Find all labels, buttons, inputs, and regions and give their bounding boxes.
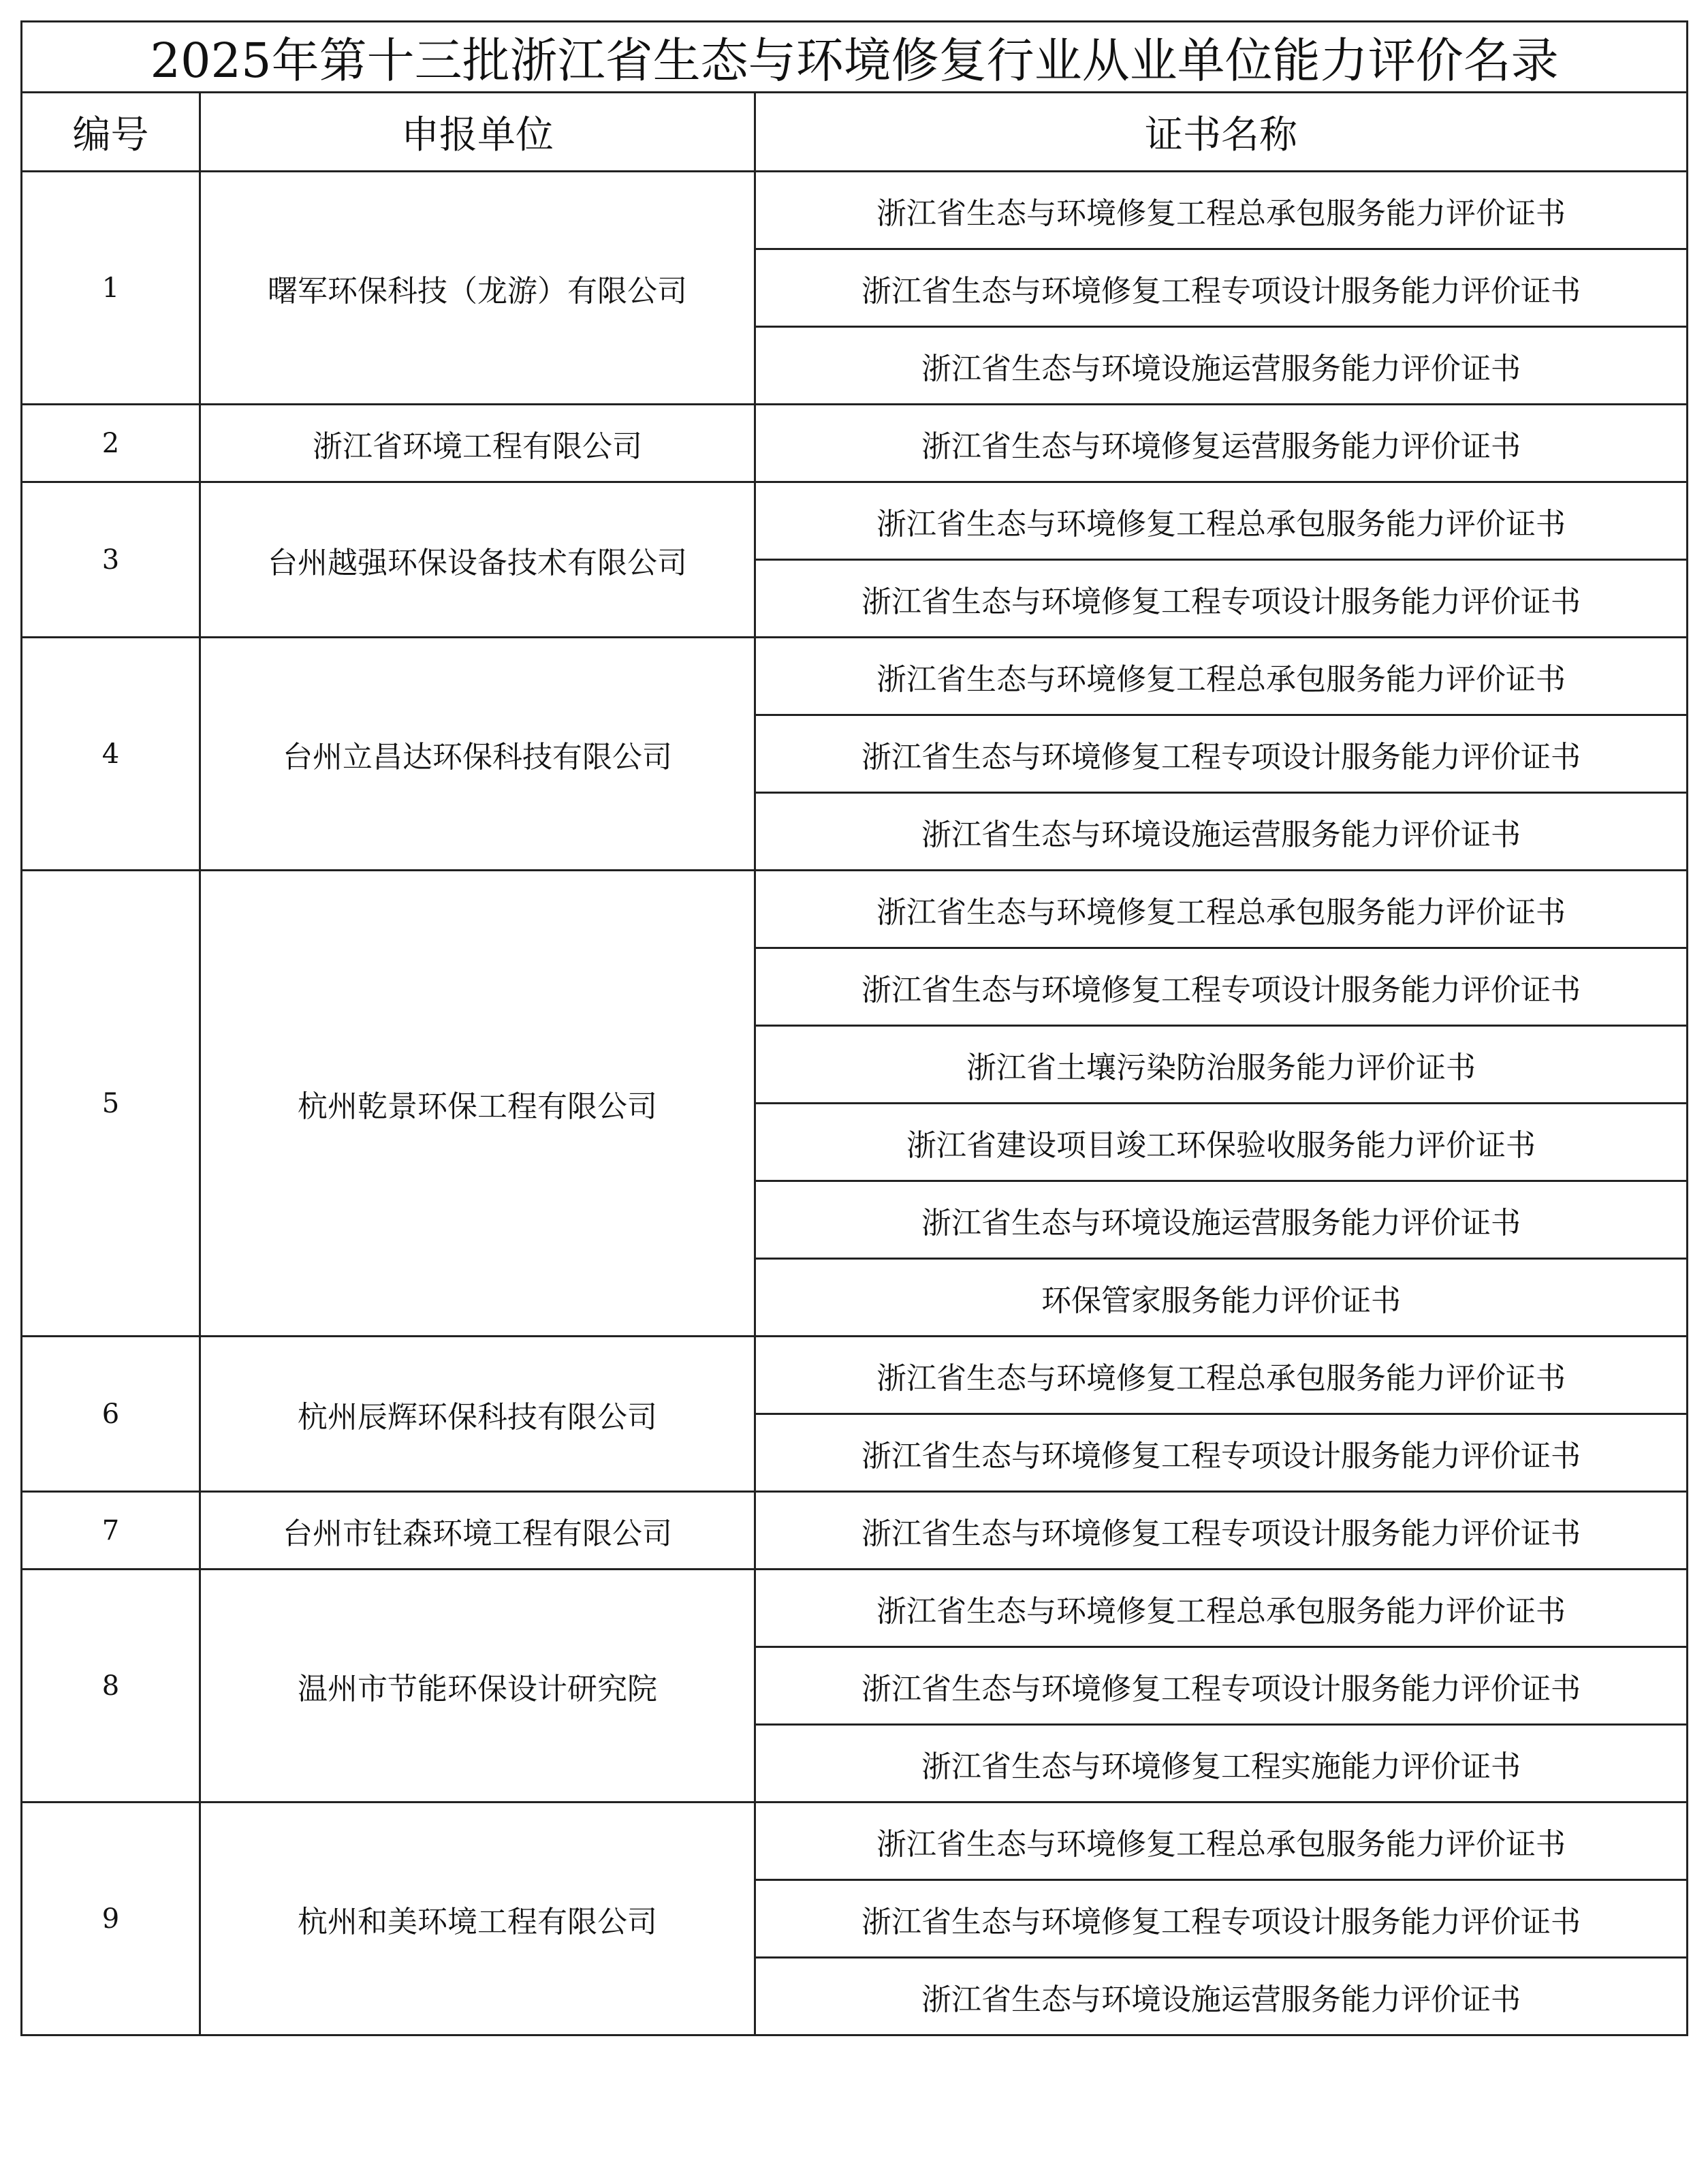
table-row xyxy=(22,172,1688,249)
entry-unit: 台州市钍森环境工程有限公司 xyxy=(200,1492,755,1570)
table-row xyxy=(22,482,1688,560)
entry-certificate: 浙江省生态与环境修复工程总承包服务能力评价证书 xyxy=(755,1803,1688,1880)
entry-certificate: 浙江省生态与环境修复工程专项设计服务能力评价证书 xyxy=(755,1880,1688,1958)
table-row xyxy=(22,405,1688,482)
roster-body xyxy=(22,172,1688,2035)
entry-certificate: 浙江省生态与环境修复工程专项设计服务能力评价证书 xyxy=(755,948,1688,1026)
entry-certificate: 浙江省生态与环境修复工程专项设计服务能力评价证书 xyxy=(755,249,1688,327)
entry-certificate: 浙江省生态与环境修复工程总承包服务能力评价证书 xyxy=(755,1570,1688,1647)
entry-certificate: 浙江省生态与环境修复工程实施能力评价证书 xyxy=(755,1725,1688,1803)
entry-unit: 杭州和美环境工程有限公司 xyxy=(200,1803,755,2035)
entry-certificate: 浙江省生态与环境修复工程总承包服务能力评价证书 xyxy=(755,638,1688,715)
header-unit: 申报单位 xyxy=(200,93,755,172)
entry-certificate: 浙江省生态与环境修复工程专项设计服务能力评价证书 xyxy=(755,560,1688,638)
entry-unit: 杭州辰辉环保科技有限公司 xyxy=(200,1337,755,1492)
entry-certificate: 浙江省生态与环境设施运营服务能力评价证书 xyxy=(755,1181,1688,1259)
entry-number: 8 xyxy=(22,1570,200,1803)
entry-unit: 台州越强环保设备技术有限公司 xyxy=(200,482,755,638)
entry-certificate: 浙江省生态与环境修复工程专项设计服务能力评价证书 xyxy=(755,715,1688,793)
table-row xyxy=(22,638,1688,715)
entry-number: 2 xyxy=(22,405,200,482)
entry-certificate: 浙江省生态与环境修复工程总承包服务能力评价证书 xyxy=(755,482,1688,560)
entry-certificate: 浙江省生态与环境修复工程总承包服务能力评价证书 xyxy=(755,1337,1688,1414)
entry-certificate: 浙江省生态与环境修复工程专项设计服务能力评价证书 xyxy=(755,1492,1688,1570)
entry-certificate: 浙江省生态与环境修复工程总承包服务能力评价证书 xyxy=(755,172,1688,249)
entry-number: 3 xyxy=(22,482,200,638)
entry-unit: 温州市节能环保设计研究院 xyxy=(200,1570,755,1803)
entry-unit: 浙江省环境工程有限公司 xyxy=(200,405,755,482)
title-row xyxy=(22,22,1688,93)
entry-number: 4 xyxy=(22,638,200,871)
roster-table xyxy=(20,20,1688,2036)
entry-certificate: 浙江省生态与环境设施运营服务能力评价证书 xyxy=(755,793,1688,871)
entry-unit: 台州立昌达环保科技有限公司 xyxy=(200,638,755,871)
table-row xyxy=(22,1803,1688,1880)
entry-certificate: 浙江省生态与环境修复运营服务能力评价证书 xyxy=(755,405,1688,482)
entry-certificate: 浙江省生态与环境修复工程专项设计服务能力评价证书 xyxy=(755,1647,1688,1725)
header-row xyxy=(22,93,1688,172)
entry-certificate: 浙江省生态与环境修复工程专项设计服务能力评价证书 xyxy=(755,1414,1688,1492)
header-number: 编号 xyxy=(22,93,200,172)
document-page xyxy=(20,20,1686,2036)
header-certificate: 证书名称 xyxy=(755,93,1688,172)
entry-unit: 曙军环保科技（龙游）有限公司 xyxy=(200,172,755,405)
entry-number: 1 xyxy=(22,172,200,405)
entry-unit: 杭州乾景环保工程有限公司 xyxy=(200,871,755,1337)
entry-number: 7 xyxy=(22,1492,200,1570)
table-row xyxy=(22,1570,1688,1647)
page-title: 2025年第十三批浙江省生态与环境修复行业从业单位能力评价名录 xyxy=(22,22,1688,93)
table-row xyxy=(22,871,1688,948)
entry-number: 9 xyxy=(22,1803,200,2035)
entry-certificate: 浙江省生态与环境设施运营服务能力评价证书 xyxy=(755,327,1688,405)
entry-certificate: 环保管家服务能力评价证书 xyxy=(755,1259,1688,1337)
entry-certificate: 浙江省建设项目竣工环保验收服务能力评价证书 xyxy=(755,1104,1688,1181)
entry-number: 6 xyxy=(22,1337,200,1492)
entry-certificate: 浙江省土壤污染防治服务能力评价证书 xyxy=(755,1026,1688,1104)
table-row xyxy=(22,1492,1688,1570)
entry-certificate: 浙江省生态与环境设施运营服务能力评价证书 xyxy=(755,1958,1688,2035)
entry-number: 5 xyxy=(22,871,200,1337)
table-row xyxy=(22,1337,1688,1414)
entry-certificate: 浙江省生态与环境修复工程总承包服务能力评价证书 xyxy=(755,871,1688,948)
